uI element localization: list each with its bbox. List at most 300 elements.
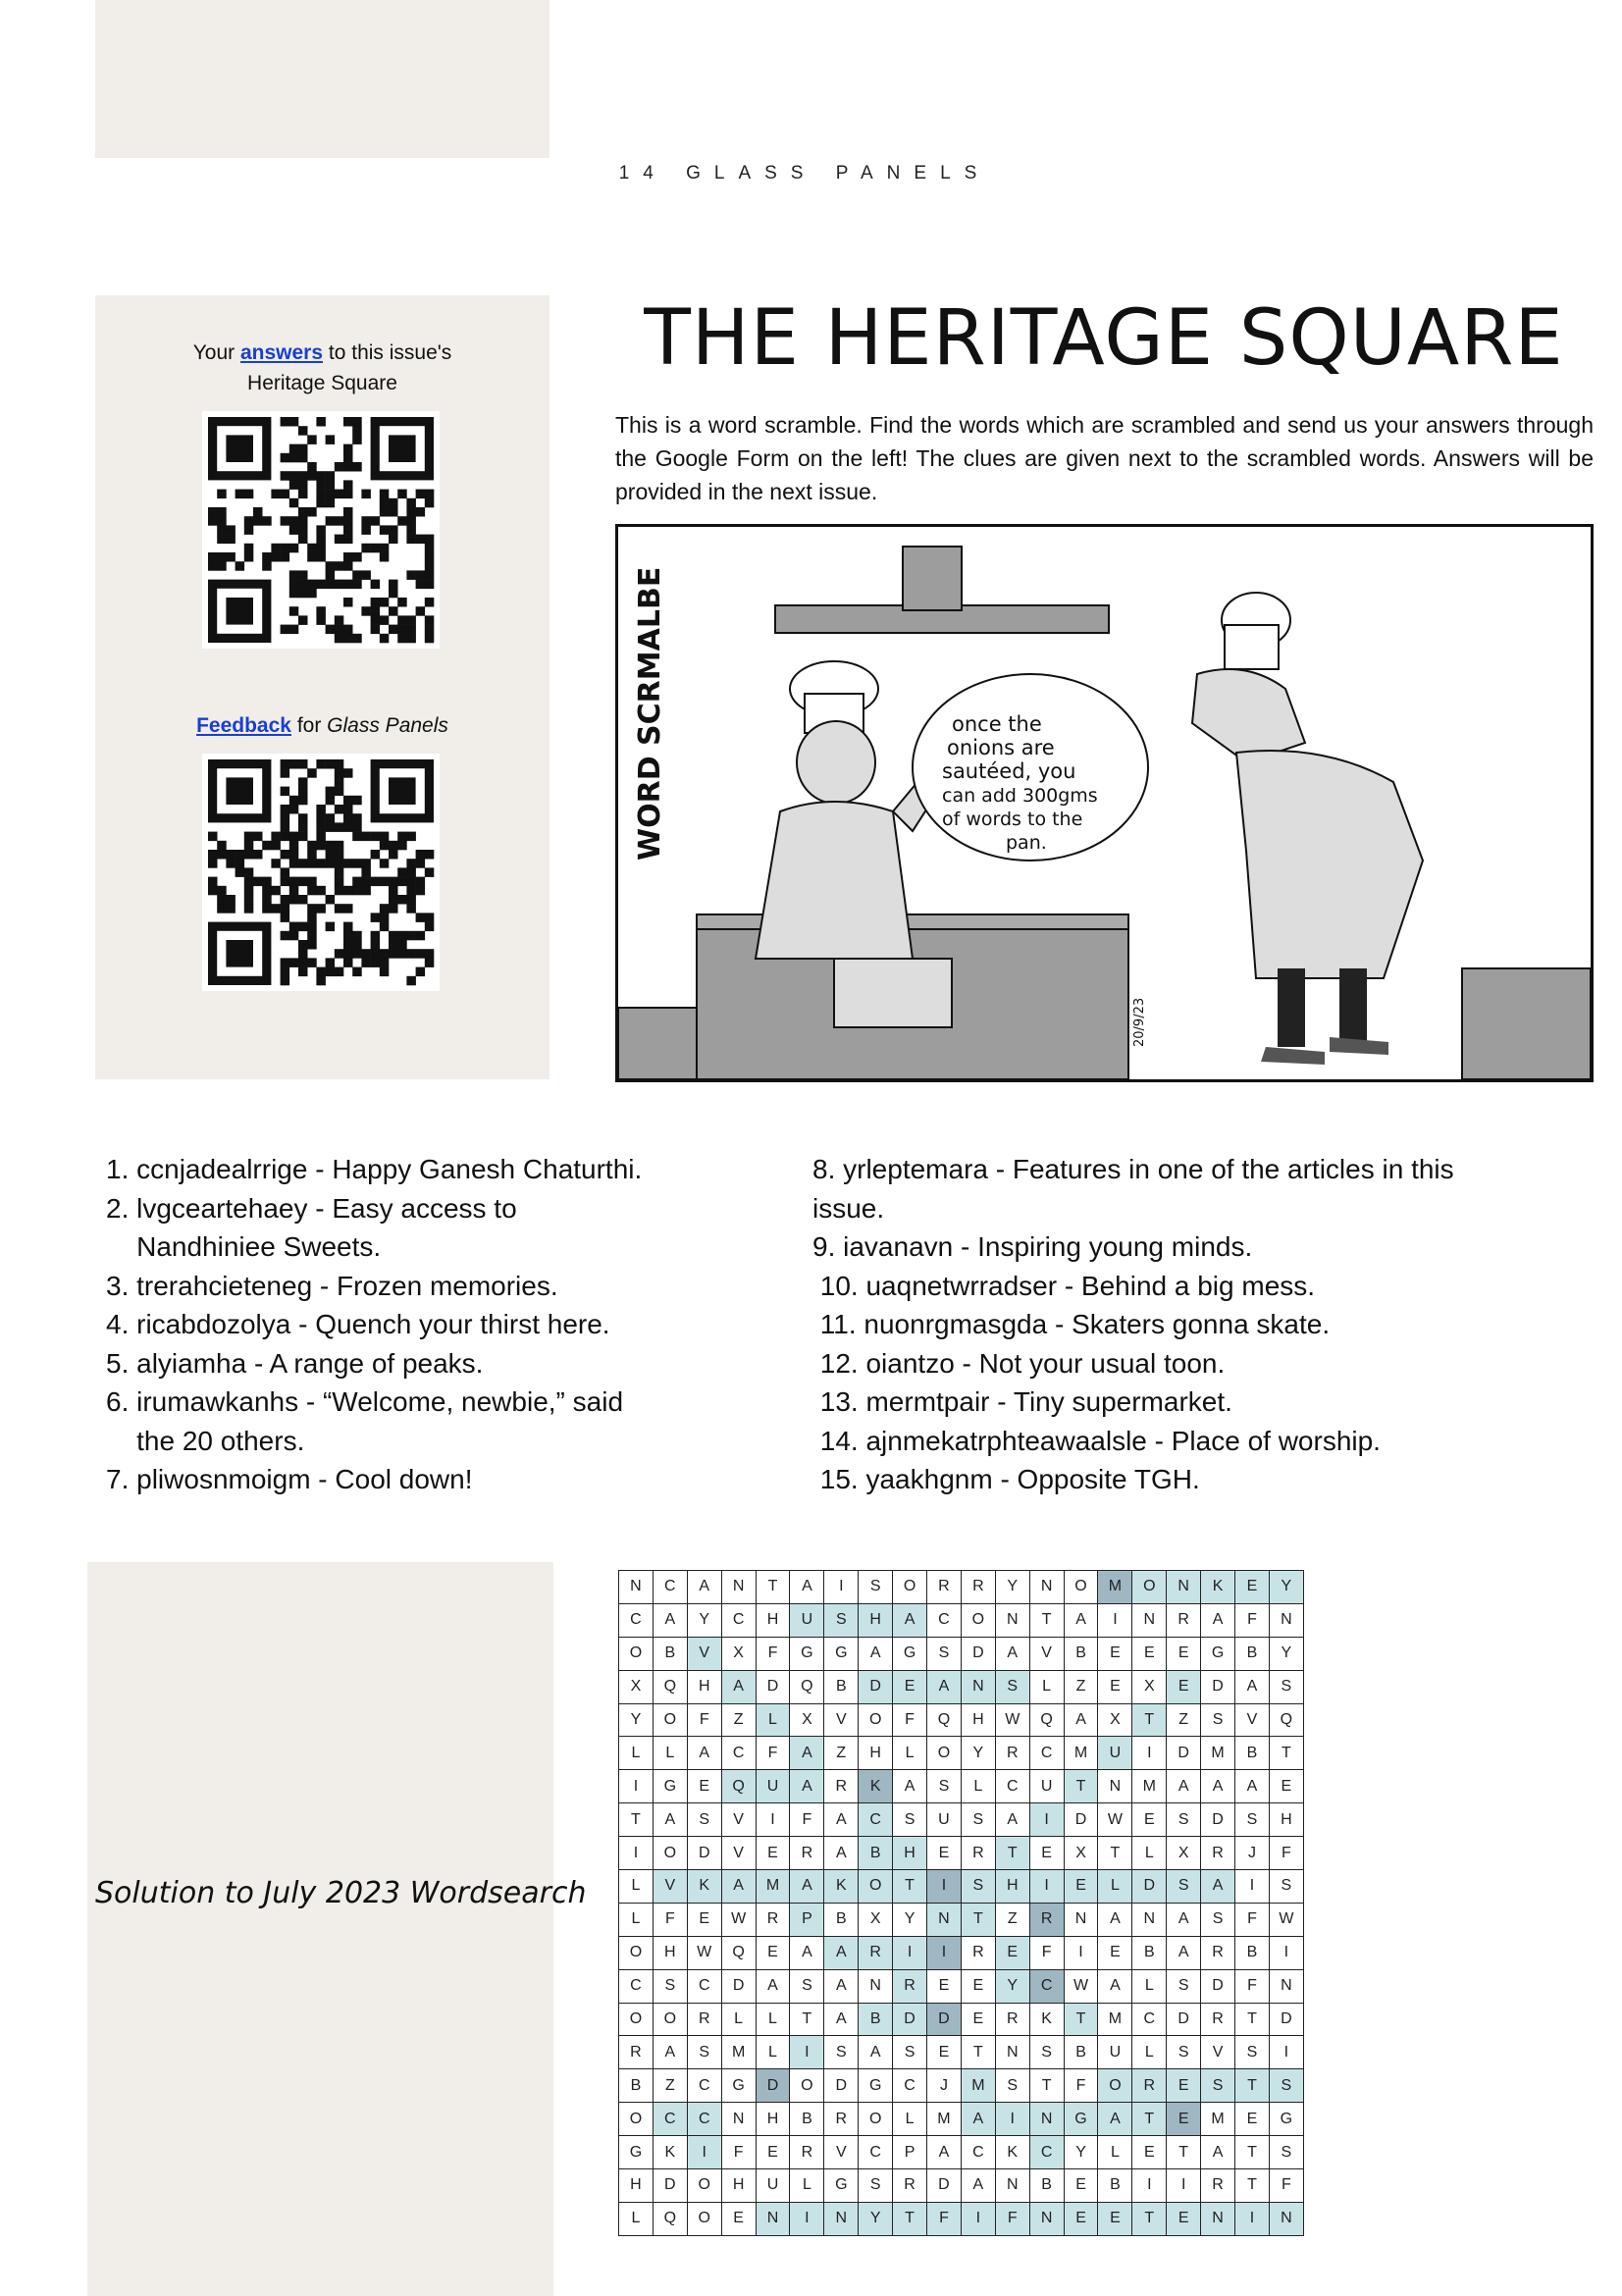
grid-cell: U — [756, 2169, 790, 2203]
grid-cell: N — [859, 1969, 893, 2003]
grid-cell: R — [1201, 1936, 1235, 1969]
grid-cell: N — [1132, 1603, 1167, 1637]
grid-cell: O — [961, 1603, 995, 1637]
speech-line-5: of words to the — [942, 809, 1083, 830]
grid-cell: C — [687, 2103, 721, 2136]
grid-cell: S — [859, 2169, 893, 2203]
grid-cell: R — [1201, 2003, 1235, 2036]
grid-cell: D — [1201, 1969, 1235, 2003]
grid-cell: T — [790, 2003, 824, 2036]
grid-cell: A — [790, 1770, 824, 1803]
grid-cell: B — [1235, 1737, 1270, 1770]
clue-list-left — [106, 1150, 734, 1499]
grid-cell: W — [687, 1936, 721, 1969]
grid-cell: I — [790, 2202, 824, 2235]
grid-cell: V — [1235, 1703, 1270, 1737]
grid-cell: S — [1235, 1803, 1270, 1837]
grid-cell: L — [1132, 2036, 1167, 2069]
grid-cell: A — [824, 1969, 859, 2003]
clue-item: 8. yrleptemara - Features in one of the articles in this — [812, 1154, 1454, 1184]
grid-cell: I — [824, 1571, 859, 1604]
grid-cell: T — [893, 1870, 927, 1904]
grid-cell: D — [1167, 1737, 1201, 1770]
grid-cell: I — [687, 2136, 721, 2169]
clue-item: the 20 others. — [106, 1425, 305, 1456]
grid-cell: C — [1029, 2136, 1064, 2169]
grid-cell: S — [1167, 1969, 1201, 2003]
grid-row — [619, 2202, 1304, 2235]
grid-cell: E — [1167, 2069, 1201, 2103]
counter-right — [1462, 968, 1591, 1079]
grid-cell: E — [1132, 2136, 1167, 2169]
grid-cell: R — [1201, 2169, 1235, 2203]
grid-cell: E — [927, 1837, 962, 1870]
grid-cell: M — [1201, 1737, 1235, 1770]
grid-cell: W — [721, 1903, 756, 1936]
grid-cell: B — [824, 1670, 859, 1703]
grid-cell: C — [859, 1803, 893, 1837]
grid-cell: T — [1029, 1603, 1064, 1637]
grid-cell: C — [995, 1770, 1029, 1803]
grid-cell: S — [1029, 2036, 1064, 2069]
grid-cell: V — [1201, 2036, 1235, 2069]
grid-cell: L — [756, 2036, 790, 2069]
grid-cell: I — [893, 1936, 927, 1969]
grid-cell: A — [1098, 2103, 1132, 2136]
grid-cell: R — [995, 2003, 1029, 2036]
grid-cell: F — [790, 1803, 824, 1837]
grid-cell: E — [1098, 2202, 1132, 2235]
grid-cell: N — [619, 1571, 654, 1604]
grid-cell: C — [721, 1603, 756, 1637]
grid-cell: C — [721, 1737, 756, 1770]
grid-cell: L — [1098, 2136, 1132, 2169]
speech-line-2: onions are — [947, 736, 1055, 759]
grid-cell: A — [756, 1969, 790, 2003]
grid-cell: S — [961, 1870, 995, 1904]
grid-cell: B — [1064, 1637, 1098, 1670]
feedback-link[interactable]: Feedback — [196, 714, 291, 737]
grid-cell: X — [1098, 1703, 1132, 1737]
grid-cell: E — [1269, 1770, 1303, 1803]
answers-prefix: Your — [192, 341, 240, 364]
grid-cell: O — [859, 1870, 893, 1904]
grid-cell: Q — [1029, 1703, 1064, 1737]
grid-cell: E — [756, 2136, 790, 2169]
page-header: 14 GLASS PANELS — [618, 163, 991, 183]
grid-cell: T — [1064, 1770, 1098, 1803]
grid-cell: H — [687, 1670, 721, 1703]
grid-cell: R — [1201, 1837, 1235, 1870]
grid-cell: E — [1132, 1637, 1167, 1670]
grid-cell: V — [1029, 1637, 1064, 1670]
grid-cell: A — [1201, 1770, 1235, 1803]
grid-cell: E — [1064, 2202, 1098, 2235]
grid-cell: W — [995, 1703, 1029, 1737]
grid-cell: I — [927, 1936, 962, 1969]
grid-cell: Q — [1269, 1703, 1303, 1737]
grid-cell: E — [927, 1969, 962, 2003]
grid-cell: M — [1201, 2103, 1235, 2136]
grid-cell: C — [893, 2069, 927, 2103]
grid-cell: Y — [995, 1969, 1029, 2003]
grid-cell: A — [893, 1603, 927, 1637]
grid-cell: E — [893, 1670, 927, 1703]
grid-cell: A — [687, 1571, 721, 1604]
grid-cell: Y — [1269, 1637, 1303, 1670]
clue-item: 5. alyiamha - A range of peaks. — [106, 1347, 484, 1379]
grid-cell: R — [790, 2136, 824, 2169]
grid-cell: T — [1132, 1703, 1167, 1737]
grid-cell: E — [1235, 2103, 1270, 2136]
grid-cell: Y — [1064, 2136, 1098, 2169]
grid-cell: N — [1269, 1969, 1303, 2003]
grid-row — [619, 1571, 1304, 1604]
grid-cell: O — [619, 2003, 654, 2036]
grid-cell: S — [1201, 1903, 1235, 1936]
grid-cell: X — [619, 1670, 654, 1703]
grid-cell: D — [687, 1837, 721, 1870]
top-decor-panel — [95, 0, 549, 158]
clue-item: 10. uaqnetwrradser - Behind a big mess. — [812, 1270, 1316, 1301]
grid-cell: R — [859, 1936, 893, 1969]
grid-cell: A — [824, 1803, 859, 1837]
grid-cell: F — [1235, 1903, 1270, 1936]
grid-cell: B — [859, 1837, 893, 1870]
counter-edge — [618, 1008, 697, 1079]
clue-item: 3. trerahcieteneg - Frozen memories. — [106, 1270, 558, 1301]
grid-cell: A — [893, 1770, 927, 1803]
puzzle-intro: This is a word scramble. Find the words which are scrambled and send us your answers through the Google Form on the left! The clues are given next to the scrambled words. Answers will be provided in the next issue. — [615, 412, 1594, 504]
answers-qr-code[interactable] — [202, 411, 440, 649]
grid-cell: S — [961, 1803, 995, 1837]
grid-cell: C — [653, 2103, 687, 2136]
grid-cell: Y — [961, 1737, 995, 1770]
grid-cell: L — [756, 1703, 790, 1737]
grid-cell: G — [653, 1770, 687, 1803]
grid-cell: K — [687, 1870, 721, 1904]
grid-cell: G — [859, 2069, 893, 2103]
grid-cell: A — [1098, 1969, 1132, 2003]
grid-cell: S — [687, 1803, 721, 1837]
grid-cell: N — [824, 2202, 859, 2235]
grid-cell: D — [1132, 1870, 1167, 1904]
grid-cell: I — [927, 1870, 962, 1904]
grid-row — [619, 1803, 1304, 1837]
grid-cell: L — [893, 2103, 927, 2136]
grid-cell: G — [619, 2136, 654, 2169]
cartoon-side-label: WORD SCRMALBE — [633, 566, 667, 861]
grid-cell: A — [721, 1870, 756, 1904]
grid-cell: G — [893, 1637, 927, 1670]
grid-cell: A — [790, 1870, 824, 1904]
grid-cell: T — [1167, 2136, 1201, 2169]
grid-cell: E — [1132, 1803, 1167, 1837]
grid-cell: I — [1132, 2169, 1167, 2203]
grid-cell: O — [893, 1571, 927, 1604]
answers-suffix: to this issue's — [323, 341, 452, 364]
grid-cell: M — [961, 2069, 995, 2103]
grid-cell: H — [721, 2169, 756, 2203]
grid-cell: O — [1098, 2069, 1132, 2103]
grid-cell: O — [1064, 1571, 1098, 1604]
grid-cell: S — [995, 1670, 1029, 1703]
clue-item: 14. ajnmekatrphteawaalsle - Place of worship. — [812, 1425, 1381, 1456]
grid-cell: D — [1269, 2003, 1303, 2036]
grid-cell: D — [927, 2169, 962, 2203]
speech-line-3: sautéed, you — [942, 759, 1076, 783]
grid-cell: L — [1098, 1870, 1132, 1904]
grid-cell: T — [1235, 2136, 1270, 2169]
grid-cell: O — [927, 1737, 962, 1770]
grid-cell: A — [1201, 1870, 1235, 1904]
grid-cell: T — [1064, 2003, 1098, 2036]
grid-cell: B — [790, 2103, 824, 2136]
grid-cell: T — [1235, 2003, 1270, 2036]
feedback-target: Glass Panels — [327, 714, 448, 737]
grid-cell: I — [1235, 1870, 1270, 1904]
grid-cell: V — [824, 2136, 859, 2169]
cartoon-signature: 20/9/23 — [1132, 997, 1147, 1047]
grid-cell: X — [1167, 1837, 1201, 1870]
grid-cell: N — [961, 1670, 995, 1703]
grid-cell: T — [619, 1803, 654, 1837]
grid-cell: E — [927, 2036, 962, 2069]
grid-cell: G — [1064, 2103, 1098, 2136]
feedback-caption — [95, 710, 549, 741]
grid-cell: O — [653, 2003, 687, 2036]
grid-cell: K — [859, 1770, 893, 1803]
grid-cell: Z — [721, 1703, 756, 1737]
clue-item: 1. ccnjadealrrige - Happy Ganesh Chaturthi. — [106, 1154, 643, 1184]
grid-cell: L — [756, 2003, 790, 2036]
grid-cell: E — [1064, 2169, 1098, 2203]
grid-cell: N — [1201, 2202, 1235, 2235]
grid-cell: L — [893, 1737, 927, 1770]
grid-cell: G — [790, 1637, 824, 1670]
clue-item: 4. ricabdozolya - Quench your thirst here. — [106, 1309, 610, 1339]
grid-cell: Y — [893, 1903, 927, 1936]
grid-cell: N — [927, 1903, 962, 1936]
grid-cell: R — [1167, 1603, 1201, 1637]
grid-cell: T — [1029, 2069, 1064, 2103]
grid-cell: C — [927, 1603, 962, 1637]
grid-cell: Q — [721, 1770, 756, 1803]
clue-item: 7. pliwosnmoigm - Cool down! — [106, 1464, 473, 1494]
grid-cell: L — [721, 2003, 756, 2036]
grid-cell: R — [893, 1969, 927, 2003]
answers-line2: Heritage Square — [247, 372, 397, 394]
grid-row — [619, 2136, 1304, 2169]
grid-cell: V — [721, 1803, 756, 1837]
grid-cell: S — [1235, 2036, 1270, 2069]
grid-cell: F — [1269, 1837, 1303, 1870]
grid-row — [619, 1603, 1304, 1637]
speech-line-6: pan. — [1006, 832, 1047, 854]
grid-cell: S — [790, 1969, 824, 2003]
grid-cell: V — [721, 1837, 756, 1870]
grid-cell: X — [721, 1637, 756, 1670]
grid-cell: F — [756, 1737, 790, 1770]
grid-cell: H — [756, 1603, 790, 1637]
grid-cell: U — [1029, 1770, 1064, 1803]
grid-cell: S — [1167, 1870, 1201, 1904]
chef-side-figure — [1192, 593, 1423, 1065]
grid-cell: G — [1201, 1637, 1235, 1670]
solution-panel — [87, 1562, 553, 2296]
grid-cell: B — [1235, 1936, 1270, 1969]
grid-cell: A — [790, 1936, 824, 1969]
grid-cell: N — [756, 2202, 790, 2235]
answers-link[interactable]: answers — [239, 341, 324, 364]
grid-cell: E — [961, 2003, 995, 2036]
grid-cell: N — [1029, 2103, 1064, 2136]
grid-cell: B — [619, 2069, 654, 2103]
grid-cell: Z — [1064, 1670, 1098, 1703]
grid-cell: D — [1201, 1803, 1235, 1837]
grid-cell: S — [1269, 1670, 1303, 1703]
grid-cell: S — [893, 1803, 927, 1837]
grid-cell: A — [927, 1670, 962, 1703]
grid-cell: A — [1064, 1703, 1098, 1737]
grid-cell: L — [619, 1870, 654, 1904]
grid-cell: Q — [927, 1703, 962, 1737]
grid-cell: O — [687, 2202, 721, 2235]
grid-cell: E — [1029, 1837, 1064, 1870]
grid-cell: N — [995, 2169, 1029, 2203]
grid-row — [619, 2003, 1304, 2036]
grid-cell: M — [1098, 1571, 1132, 1604]
grid-cell: C — [1132, 2003, 1167, 2036]
grid-cell: E — [687, 1903, 721, 1936]
grid-cell: F — [1029, 1936, 1064, 1969]
solution-caption: Solution to July 2023 Wordsearch — [95, 1876, 587, 1910]
grid-cell: D — [1201, 1670, 1235, 1703]
grid-cell: S — [859, 1571, 893, 1604]
clue-item: 9. iavanavn - Inspiring young minds. — [812, 1231, 1253, 1262]
grid-cell: X — [859, 1903, 893, 1936]
grid-cell: F — [1235, 1969, 1270, 2003]
grid-cell: F — [927, 2202, 962, 2235]
grid-cell: L — [1029, 1670, 1064, 1703]
grid-cell: X — [1064, 1837, 1098, 1870]
grid-cell: R — [961, 1571, 995, 1604]
grid-cell: N — [1269, 1603, 1303, 1637]
grid-cell: T — [893, 2202, 927, 2235]
grid-cell: L — [619, 1737, 654, 1770]
grid-cell: E — [1167, 1637, 1201, 1670]
grid-cell: L — [619, 1903, 654, 1936]
speech-line-4: can add 300gms — [942, 785, 1098, 807]
clue-item: 15. yaakhgnm - Opposite TGH. — [812, 1464, 1200, 1494]
grid-cell: E — [1167, 2103, 1201, 2136]
grid-cell: E — [1098, 1670, 1132, 1703]
grid-cell: L — [619, 2202, 654, 2235]
grid-cell: K — [1029, 2003, 1064, 2036]
grid-cell: C — [961, 2136, 995, 2169]
grid-cell: F — [1235, 1603, 1270, 1637]
grid-cell: G — [824, 1637, 859, 1670]
grid-cell: I — [1029, 1870, 1064, 1904]
grid-cell: F — [893, 1703, 927, 1737]
grid-cell: P — [790, 1903, 824, 1936]
grid-cell: S — [927, 1637, 962, 1670]
grid-cell: O — [619, 2103, 654, 2136]
grid-cell: K — [824, 1870, 859, 1904]
grid-cell: N — [1269, 2202, 1303, 2235]
grid-cell: S — [824, 2036, 859, 2069]
grid-cell: M — [756, 1870, 790, 1904]
grid-cell: A — [995, 1803, 1029, 1837]
grid-cell: S — [824, 1603, 859, 1637]
grid-cell: B — [1064, 2036, 1098, 2069]
grid-cell: K — [995, 2136, 1029, 2169]
grid-cell: Y — [619, 1703, 654, 1737]
grid-cell: Y — [687, 1603, 721, 1637]
grid-cell: C — [687, 1969, 721, 2003]
grid-cell: Z — [995, 1903, 1029, 1936]
grid-cell: L — [790, 2169, 824, 2203]
grid-row — [619, 1903, 1304, 1936]
grid-cell: A — [927, 2136, 962, 2169]
grid-cell: M — [927, 2103, 962, 2136]
grid-cell: R — [961, 1936, 995, 1969]
grid-cell: D — [653, 2169, 687, 2203]
grid-cell: D — [1064, 1803, 1098, 1837]
grid-cell: R — [619, 2036, 654, 2069]
grid-cell: E — [1064, 1870, 1098, 1904]
grid-cell: L — [961, 1770, 995, 1803]
grid-cell: T — [961, 1903, 995, 1936]
wordsearch-grid — [618, 1570, 1304, 2236]
grid-row — [619, 1969, 1304, 2003]
clue-item: 11. nuonrgmasgda - Skaters gonna skate. — [812, 1309, 1331, 1339]
clue-item: Nandhiniee Sweets. — [106, 1231, 382, 1262]
grid-cell: H — [1269, 1803, 1303, 1837]
grid-cell: D — [961, 1637, 995, 1670]
grid-cell: S — [1269, 2136, 1303, 2169]
grid-cell: A — [859, 1637, 893, 1670]
grid-cell: D — [1167, 2003, 1201, 2036]
grid-cell: R — [756, 1903, 790, 1936]
clue-item: 2. lvgceartehaey - Easy access to — [106, 1192, 517, 1224]
grid-cell: B — [859, 2003, 893, 2036]
grid-cell: L — [1132, 1837, 1167, 1870]
grid-cell: I — [619, 1837, 654, 1870]
grid-cell: Z — [653, 2069, 687, 2103]
grid-cell: Q — [653, 1670, 687, 1703]
grid-cell: E — [961, 1969, 995, 2003]
grid-cell: R — [893, 2169, 927, 2203]
grid-row — [619, 2069, 1304, 2103]
grid-cell: E — [756, 1936, 790, 1969]
grid-cell: I — [790, 2036, 824, 2069]
grid-cell: A — [1064, 1603, 1098, 1637]
range-hood-pipe — [903, 547, 962, 610]
grid-cell: I — [1269, 2036, 1303, 2069]
grid-cell: D — [721, 1969, 756, 2003]
grid-cell: L — [1132, 1969, 1167, 2003]
grid-cell: E — [721, 2202, 756, 2235]
feedback-qr-code[interactable] — [202, 754, 440, 991]
grid-cell: D — [756, 2069, 790, 2103]
grid-cell: N — [1167, 1571, 1201, 1604]
grid-cell: A — [824, 1936, 859, 1969]
grid-cell: X — [790, 1703, 824, 1737]
grid-cell: F — [687, 1703, 721, 1737]
clue-list-right — [812, 1150, 1597, 1499]
grid-row — [619, 2036, 1304, 2069]
